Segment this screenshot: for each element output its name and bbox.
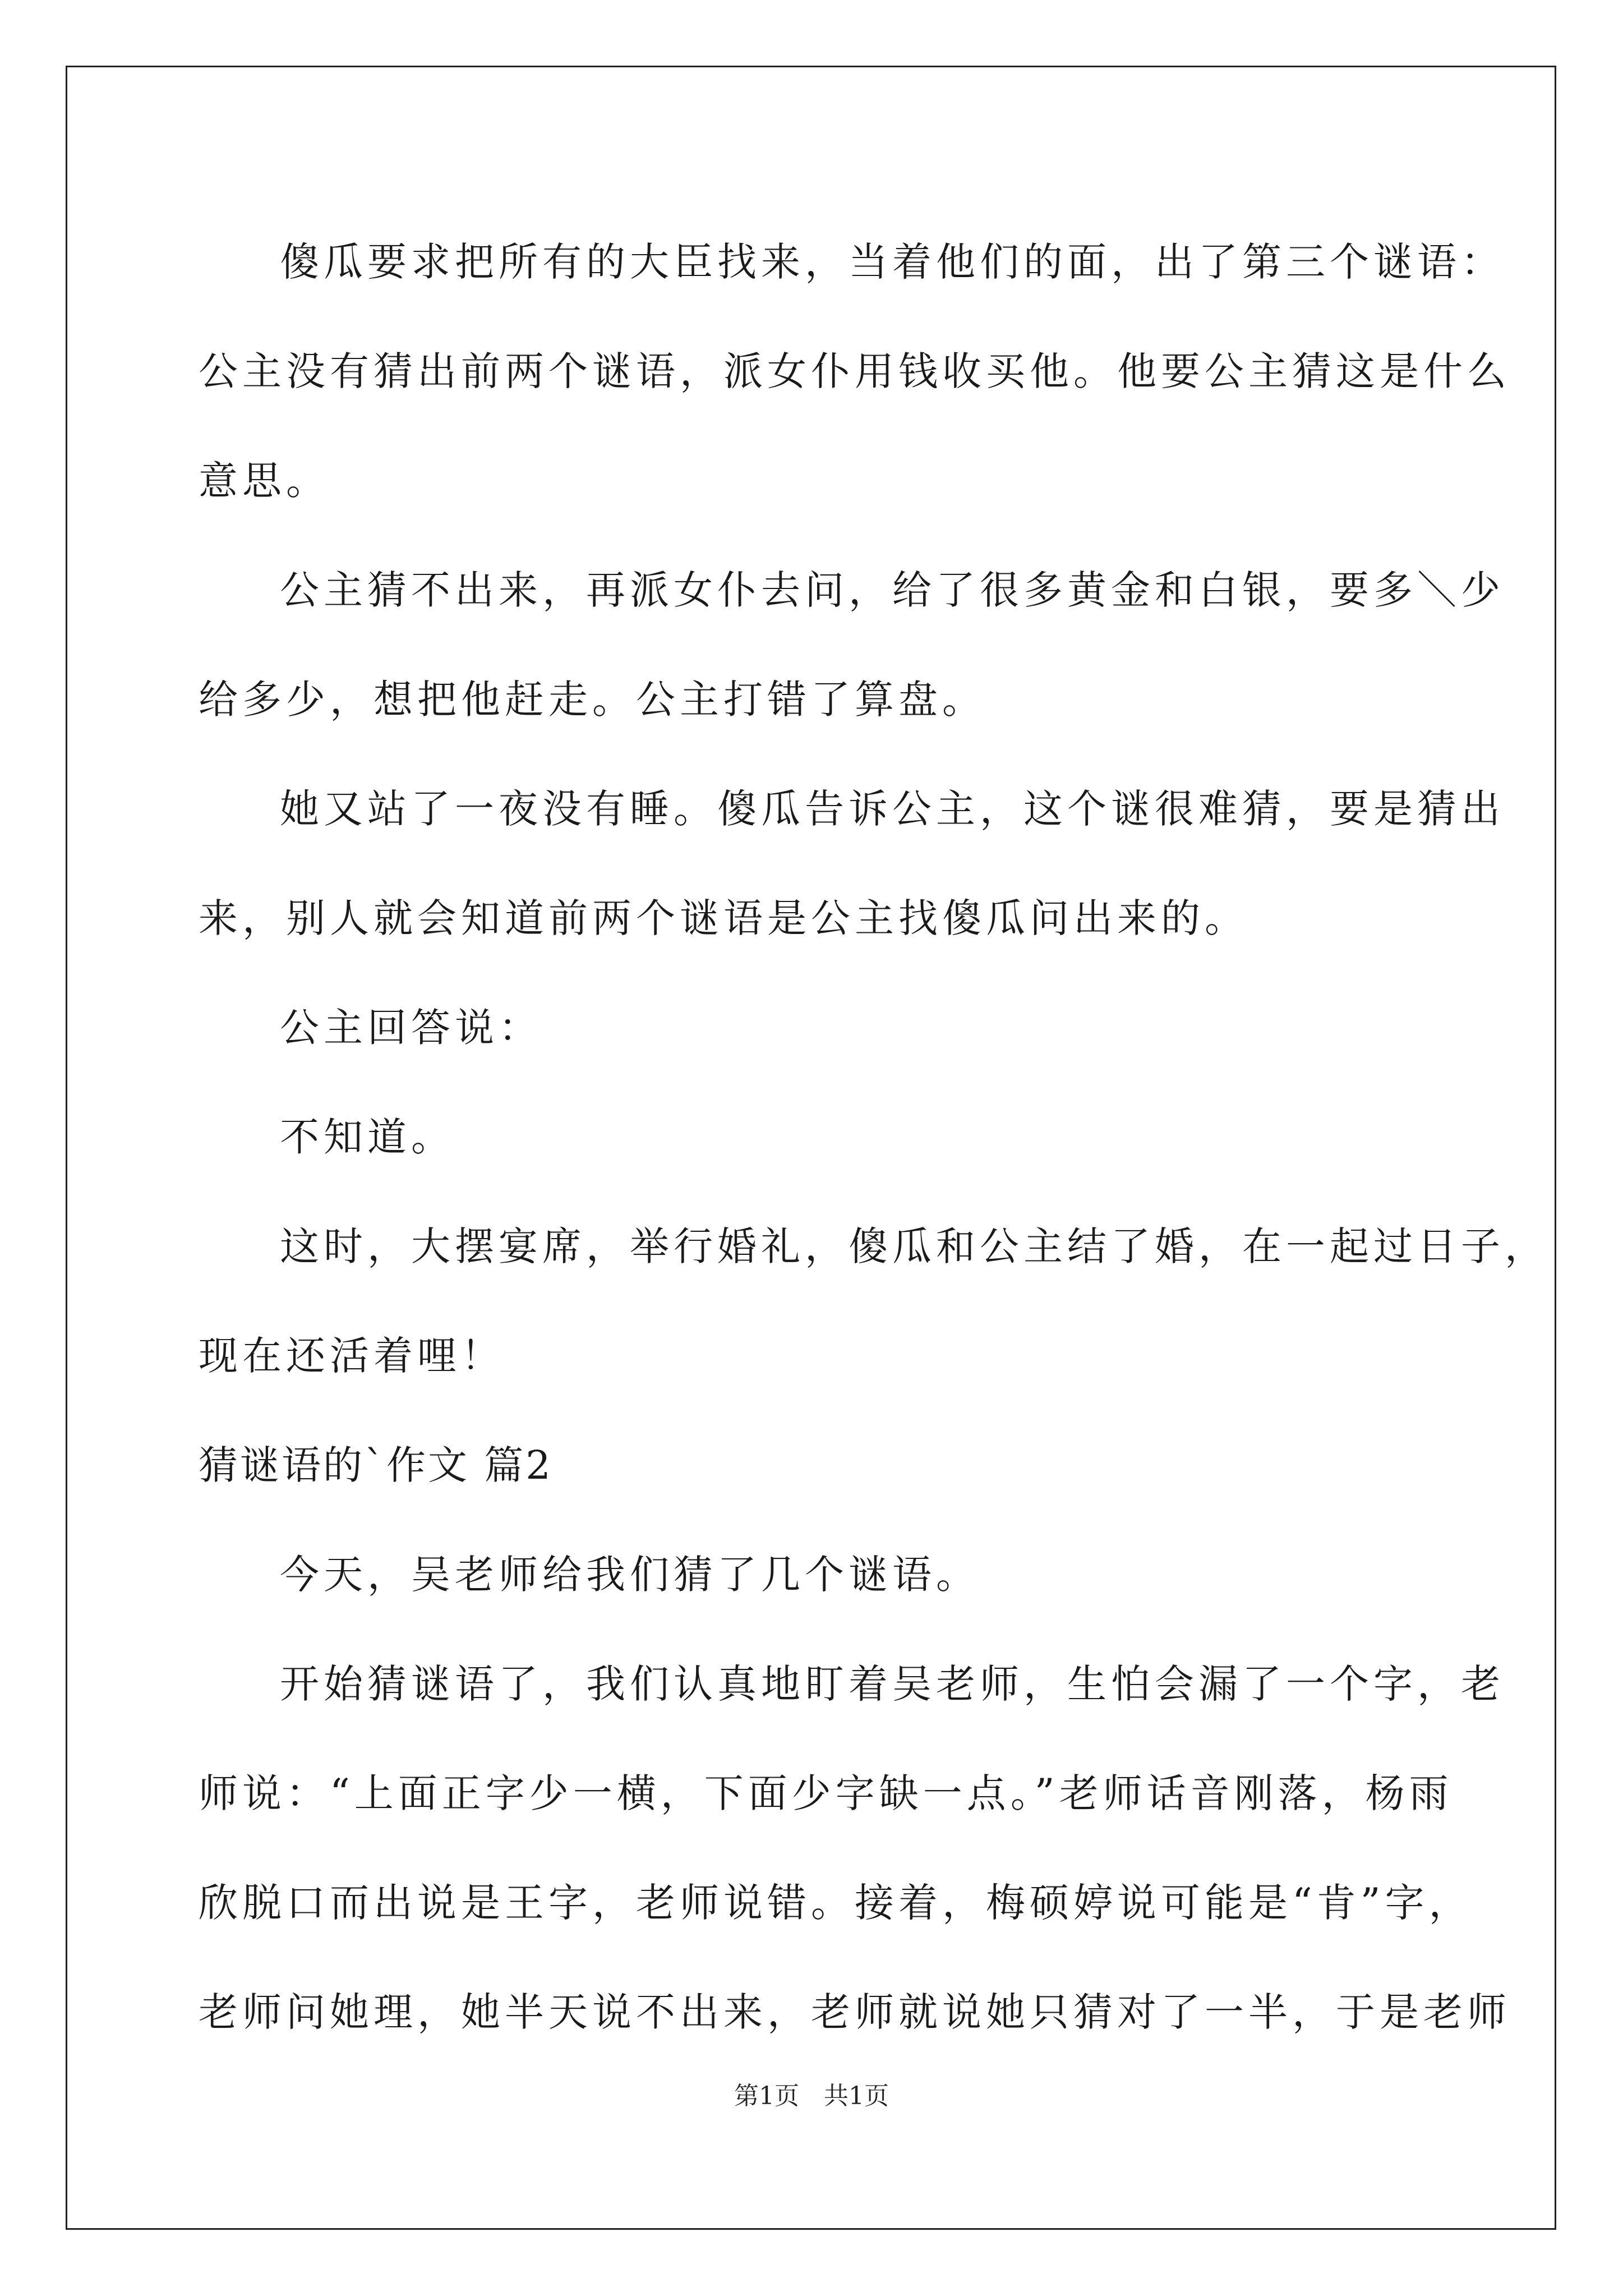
section-heading: 猜谜语的`作文 篇2	[199, 1442, 553, 1488]
text-line: 给多少，想把他赶走。公主打错了算盘。	[199, 677, 986, 723]
paragraph	[199, 754, 1505, 973]
paragraph	[199, 1083, 1455, 1192]
text-line: 不知道。	[280, 1114, 455, 1160]
text-line: 意思。	[199, 458, 330, 504]
paragraph	[199, 536, 1505, 754]
paragraph	[199, 208, 1511, 536]
text-line: 她又站了一夜没有睡。傻瓜告诉公主，这个谜很难猜，要是猜出	[280, 786, 1505, 832]
text-line: 现在还活着哩！	[199, 1333, 505, 1379]
paragraph	[199, 1520, 1455, 1630]
text-line: 来，别人就会知道前两个谜语是公主找傻瓜问出来的。	[199, 895, 1248, 941]
text-line: 师说：“上面正字少一横，下面少字缺一点。”老师话音刚落，杨雨	[199, 1770, 1453, 1816]
text-line: 开始猜谜语了，我们认真地盯着吴老师，生怕会漏了一个字，老	[280, 1661, 1505, 1707]
paragraph	[199, 973, 1455, 1083]
text-line: 公主猜不出来，再派女仆去问，给了很多黄金和白银，要多＼少	[280, 567, 1505, 613]
text-line: 这时，大摆宴席，举行婚礼，傻瓜和公主结了婚，在一起过日子，	[280, 1223, 1548, 1269]
text-line: 老师问她理，她半天说不出来，老师就说她只猜对了一半，于是老师	[199, 1989, 1511, 2035]
page-number-footer: 第1页 共1页	[734, 2082, 889, 2110]
text-line: 傻瓜要求把所有的大臣找来，当着他们的面，出了第三个谜语：	[280, 239, 1505, 285]
paragraph	[199, 1192, 1548, 1411]
text-line: 公主没有猜出前两个谜语，派女仆用钱收买他。他要公主猜这是什么	[199, 348, 1511, 394]
text-line: 欣脱口而出说是王字，老师说错。接着，梅硕婷说可能是“肯”字，	[199, 1880, 1473, 1926]
paragraph	[199, 1630, 1511, 2067]
text-line: 公主回答说：	[280, 1005, 542, 1051]
document-body	[199, 208, 1548, 2067]
text-line: 今天，吴老师给我们猜了几个谜语。	[280, 1552, 980, 1598]
